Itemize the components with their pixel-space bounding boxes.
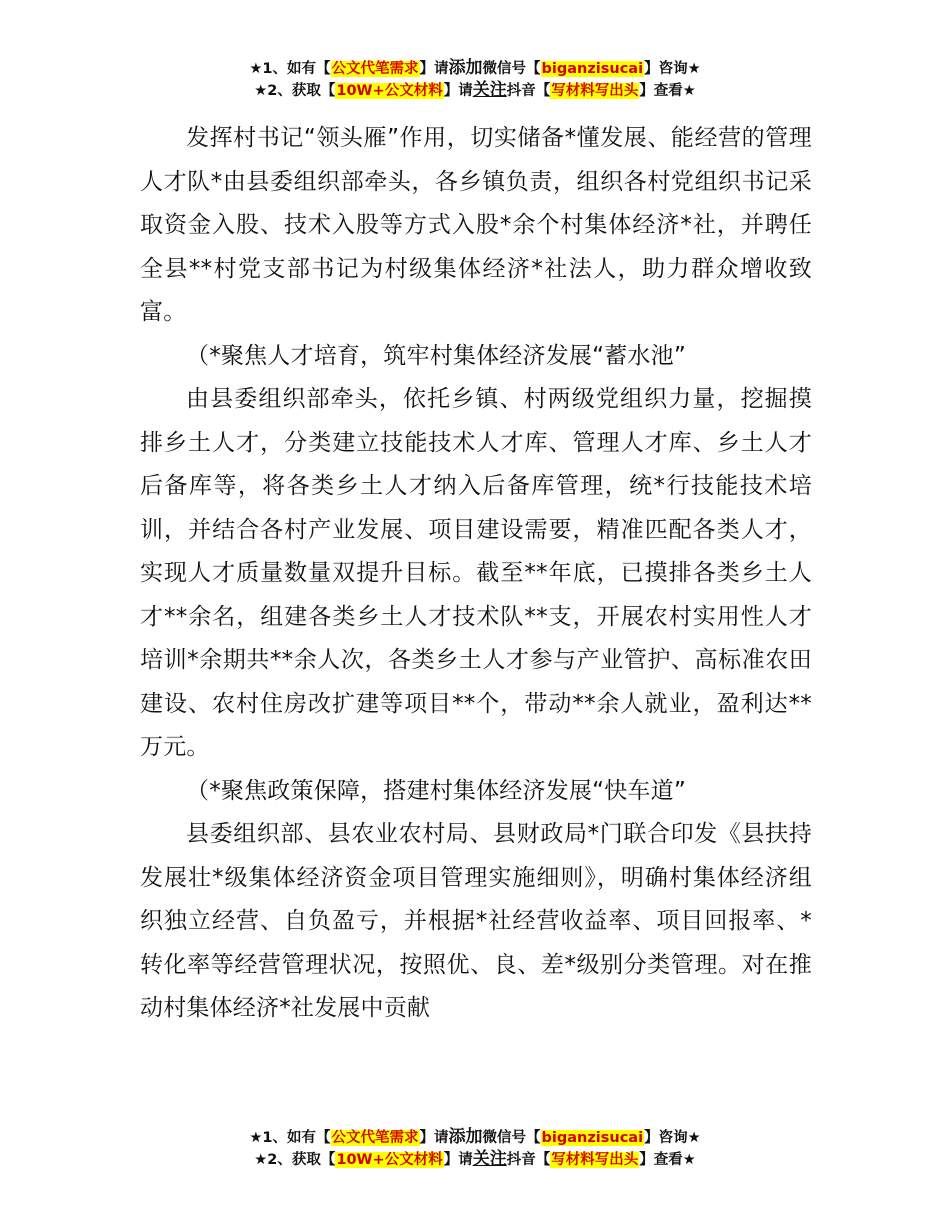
promo-emphasis: 添加 [448,1127,483,1147]
highlight-service: 公文代笔需求 [331,61,419,77]
promo-text: 】请 [443,1152,473,1168]
promo-text: ★2、获取【 [254,83,336,99]
highlight-douyin-id: 写材料写出头 [551,1152,639,1168]
promo-emphasis: 添加 [448,58,483,78]
promo-text: 】请 [419,61,449,77]
document-body [140,117,812,1031]
highlight-service: 公文代笔需求 [331,1130,419,1146]
footer-promo-banner [0,1127,950,1171]
promo-text: 抖音【 [506,83,551,99]
highlight-douyin-id: 写材料写出头 [551,83,639,99]
highlight-materials: 10W+公文材料 [336,83,443,99]
section-heading: （*聚焦人才培育，筑牢村集体经济发展“蓄水池” [186,342,686,369]
promo-text: ★1、如有【 [249,1130,331,1146]
promo-text: 】请 [419,1130,449,1146]
promo-text: 】咨询★ [644,61,701,77]
highlight-wechat-id: biganzisucai [541,61,644,77]
highlight-materials: 10W+公文材料 [336,1152,443,1168]
promo-text: ★1、如有【 [249,61,331,77]
promo-text: 微信号【 [482,1130,541,1146]
promo-text: 抖音【 [506,1152,551,1168]
header-promo-banner [0,58,950,102]
section-heading: （*聚焦政策保障，搭建村集体经济发展“快车道” [186,777,686,804]
body-paragraph: 由县委组织部牵头，依托乡镇、村两级党组织力量，挖掘摸排乡土人才，分类建立技能技术人才库、管理人才库、乡土人才后备库等，将各类乡土人才纳入后备库管理，统*行技能技术培训，并结合各村产业发展、项目建设需要，精准匹配各类人才，实现人才质量数量双提升目标。截至**年底，已摸排各类乡土人才**余名，组建各类乡土人才技术队**支，开展农村实用性人才培训*余期共**余人次，各类乡土人才参与产业管护、高标准农田建设、农村住房改扩建等项目**个，带动**余人就业，盈利达**万元。 [140,386,812,760]
promo-text: 】查看★ [639,83,696,99]
promo-text: 】查看★ [639,1152,696,1168]
promo-line-2 [0,80,950,102]
promo-line-2 [0,1149,950,1171]
body-paragraph: 发挥村书记“领头雁”作用，切实储备*懂发展、能经营的管理人才队*由县委组织部牵头，各乡镇负责，组织各村党组织书记采取资金入股、技术入股等方式入股*余个村集体经济*社，并聘任全县**村党支部书记为村级集体经济*社法人，助力群众增收致富。 [140,125,812,325]
promo-emphasis: 关注 [472,80,507,100]
promo-text: ★2、获取【 [254,1152,336,1168]
promo-line-1 [0,1127,950,1149]
highlight-wechat-id: biganzisucai [541,1130,644,1146]
promo-text: 】咨询★ [644,1130,701,1146]
body-paragraph: 县委组织部、县农业农村局、县财政局*门联合印发《县扶持发展壮*级集体经济资金项目管理实施细则》，明确村集体经济组织独立经营、自负盈亏，并根据*社经营收益率、项目回报率、*转化率等经营管理状况，按照优、良、差*级别分类管理。对在推动村集体经济*社发展中贡献 [140,821,812,1021]
promo-line-1 [0,58,950,80]
promo-emphasis: 关注 [472,1149,507,1169]
promo-text: 微信号【 [482,61,541,77]
promo-text: 】请 [443,83,473,99]
